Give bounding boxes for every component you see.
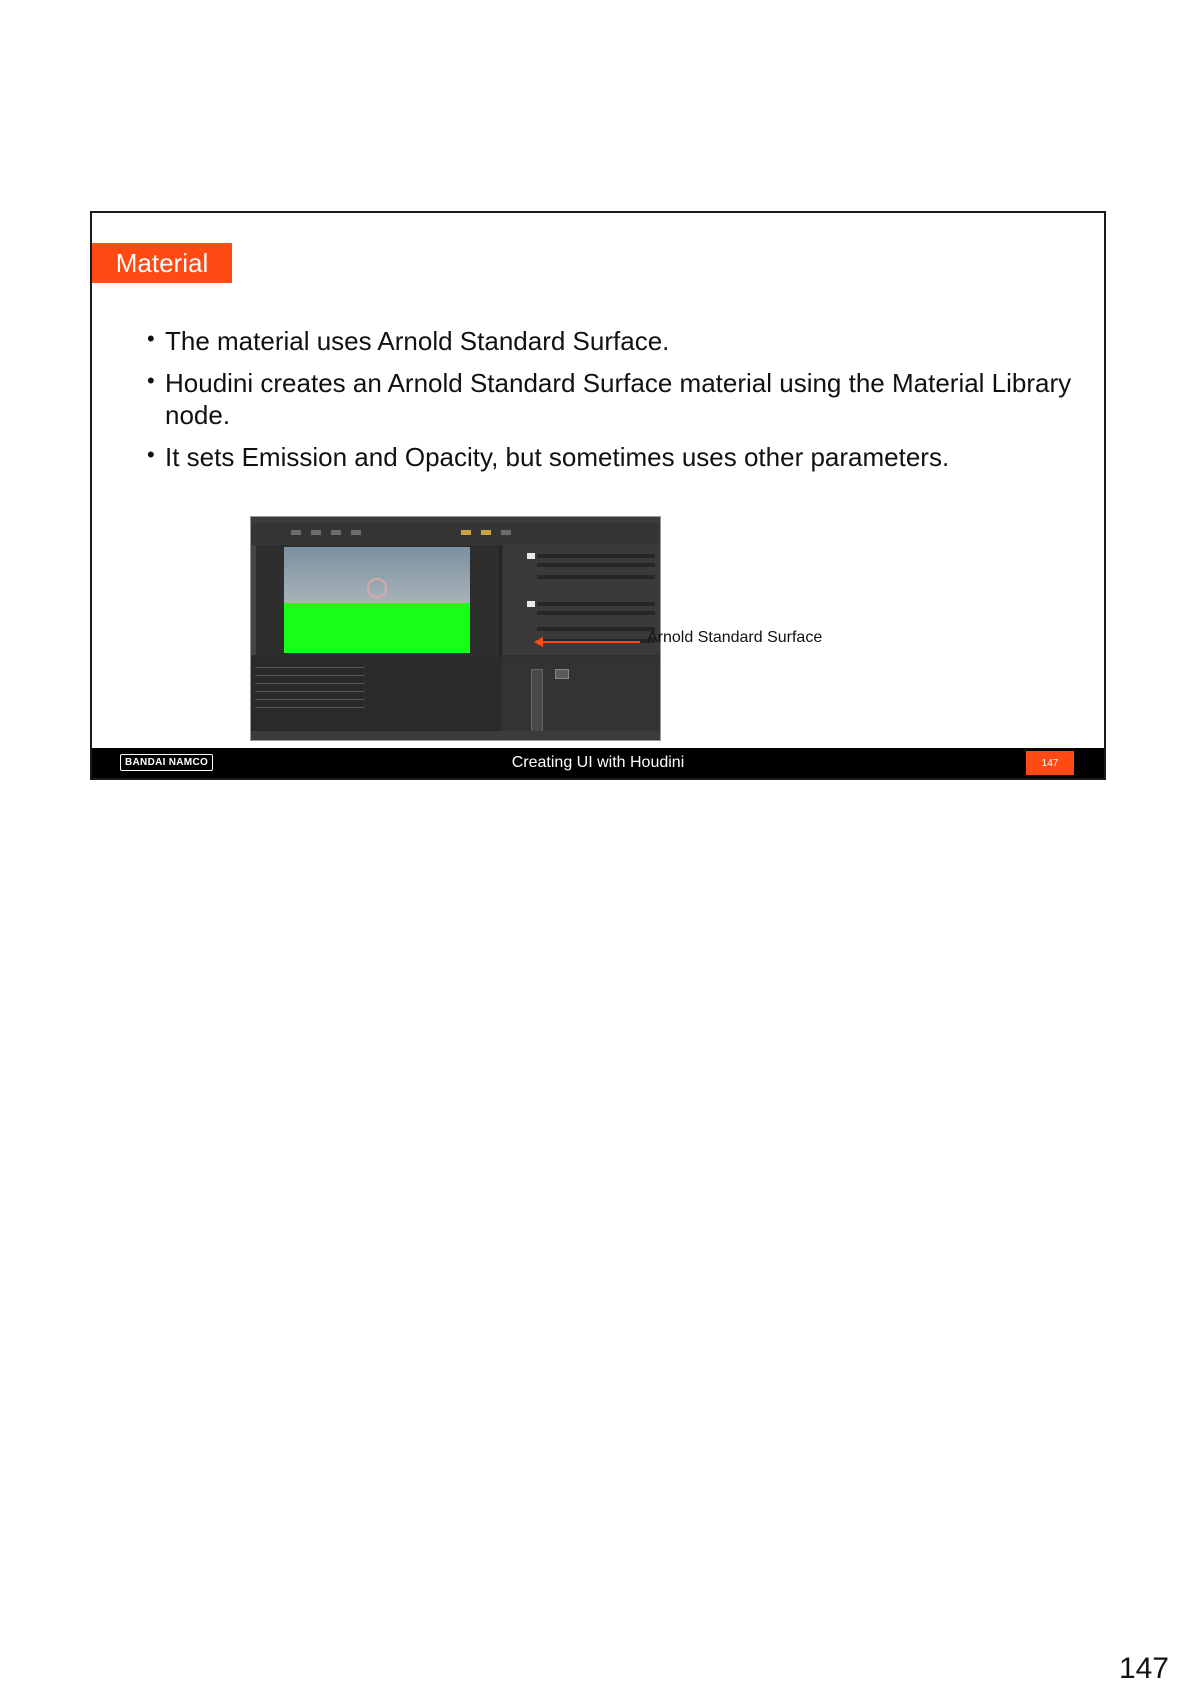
brand-logo: BANDAI NAMCO <box>120 754 213 771</box>
houdini-screenshot <box>250 516 661 741</box>
slide-number-badge: 147 <box>1026 751 1074 775</box>
bullet-list <box>147 325 1077 483</box>
callout-line <box>540 641 640 643</box>
screenshot-network-view <box>503 657 661 741</box>
screenshot-timeline <box>251 731 660 741</box>
footer-title: Creating UI with Houdini <box>511 754 685 771</box>
bullet-item: • It sets Emission and Opacity, but sometimes uses other parameters. <box>147 441 1077 473</box>
slide <box>90 211 1106 780</box>
slide-footer <box>92 748 1104 778</box>
screenshot-viewport-ground <box>284 603 470 653</box>
bullet-item: • Houdini creates an Arnold Standard Surface material using the Material Library node. <box>147 367 1077 431</box>
screenshot-node <box>555 669 569 679</box>
screenshot-parameter-pane <box>503 545 661 655</box>
slide-title: Material <box>92 243 232 283</box>
screenshot-shelf <box>251 523 660 545</box>
screenshot-logo-icon <box>367 578 387 598</box>
screenshot-bottom-pane <box>251 657 501 741</box>
callout-label: Arnold Standard Surface <box>647 629 823 646</box>
bullet-item: • The material uses Arnold Standard Surface. <box>147 325 1077 357</box>
screenshot-node <box>531 669 543 739</box>
page-number: 147 <box>1118 1652 1169 1685</box>
